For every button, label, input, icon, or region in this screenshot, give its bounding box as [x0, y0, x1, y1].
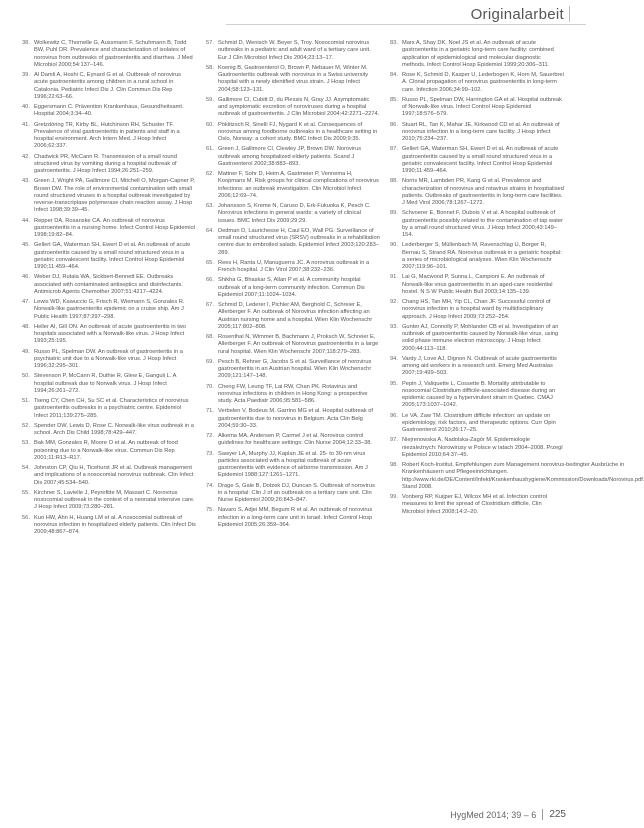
reference-item [22, 72, 196, 101]
reference-item [22, 398, 196, 420]
reference-item [22, 440, 196, 462]
reference-number: 65. [206, 259, 214, 266]
reference-text: Mattner F, Sohr D, Heim A, Gastmeier P, Vennema H, Koopmans M. Risk groups for clinical complications of norovirus infections: an outbreak investigation. Clin Microbiol Infect 2006;12:69–74. [218, 171, 379, 199]
reference-item [206, 40, 380, 62]
reference-item [206, 171, 380, 200]
reference-item [390, 494, 564, 516]
reference-number: 64. [206, 227, 214, 234]
reference-number: 99. [390, 494, 398, 500]
reference-item [206, 122, 380, 144]
reference-item [22, 218, 196, 240]
reference-number: 97. [390, 437, 398, 444]
reference-number: 74. [206, 482, 214, 489]
reference-number: 87. [390, 146, 398, 153]
reference-item [206, 260, 380, 275]
reference-item [206, 277, 380, 299]
reference-item [206, 65, 380, 94]
reference-text: Al Damli A, Hoshi C, Eynard G et al. Outbreak of norovirus acute gastroenteritis among children in a rural school in Catalonia. Pediatric Infect Dis J. Clin Commun Dis Rep 1996;22:63–66. [34, 72, 181, 100]
reference-item [390, 146, 564, 175]
reference-number: 52. [22, 422, 30, 429]
reference-item [22, 423, 196, 438]
reference-number: 60. [206, 121, 214, 128]
reference-item [390, 178, 564, 207]
reference-number: 47. [22, 299, 30, 305]
reference-text: Gellert GA, Waterman SH, Ewert D et al. An outbreak of acute gastroenteritis caused by a small round structured virus in a geriatric convalescent facility. Infect Control Hosp Epidemiol 1990;11:459–464. [34, 242, 191, 270]
reference-number: 63. [206, 203, 214, 209]
reference-text: Schmid D, Lederer I, Pichler AM, Berghold C, Schreier E, Allerberger F. An outbreak of Norovirus infection affecting an Austrian nursing home and a hospital. Wien Klin Wochenschr 2005;117:802–808. [218, 302, 373, 330]
section-title: Originalarbeit [470, 6, 564, 23]
reference-text: Rosenthal N, Wimmer B, Bachmann J, Proksch W, Schreier E, Allerberger F. An outbreak of Norovirus gastroenteritis in a large rural hospital. Wien Klin Wochenschr 2007;118:279–283. [218, 334, 379, 355]
reference-number: 84. [390, 72, 398, 78]
reference-text: Gretzdöring TR, Kirby BL, Hutchinson RH, Schuster TF. Prevalence of viral gastroenteritis in patients and staff in a hospital environment. Arch Intern Med. J Hosp Infect 2006;62:337. [34, 121, 180, 150]
reference-text: Lai G, Macwood P, Sunna L, Campioni E. An outbreak of Norwalk-like virus gastroenteritis in an aged-care residential hostel. N S W Public Health Bull 2003;14:135–139. [402, 274, 553, 295]
reference-text: Dedman D, Laurichesse H, Caul EO, Wall PG. Surveillance of small round structured virus (SRSV) outbreaks in a rehabilitation centre due to embroiled salads. Epidemiol Infect 2003;120:283–289. [218, 227, 380, 256]
reference-number: 39. [22, 72, 30, 78]
reference-number: 50. [22, 373, 30, 380]
header-tick [569, 6, 570, 22]
reference-item [206, 203, 380, 225]
reference-text: Spender DW, Lewis D, Rose C. Norwalk-like virus outbreak in a school. Arch Dis Child 1998;78:429–447. [34, 422, 194, 436]
reference-text: Shikha G, Bhaskar S, Allan P et al. A community hospital outbreak of a long-term community infection. Commun Dis Epidemiol 2007;11:1024–1034. [218, 277, 365, 298]
reference-number: 90. [390, 242, 398, 249]
reference-text: Weber DJ, Rutala WA, Sickbert-Bennett EE. Outbreaks associated with contaminated antiseptics and disinfectants. Antimicrob Agents Chemother 2007;51:4217–4224. [34, 274, 183, 295]
reference-item [22, 178, 196, 214]
reference-item [22, 515, 196, 537]
reference-text: Pöklitzsch R, Sinelli FJ, Nygard K et al. Consequences of norovirus among foodborne outbreaks in a healthcare setting in Oslo, Norway: a cohort study. BMC Infect Dis 2009;9:35. [218, 121, 378, 142]
reference-text: Rose K, Schmid D, Kasper U, Lederbogen K, Horn M, Sauerbrei A. Clonal propagation of norovirus gastroenteritis in long-term care. Infection 2006;34:99–102. [402, 72, 564, 93]
reference-number: 55. [22, 489, 30, 496]
reference-text: Lederberger S, Müllenbach M, Ravenschlag U, Borger R, Bernau S, Strand RA. Norovirus outbreak in a geriatric hospital: a series of microbiological analyses. Wien Klin Wochenschr 2007;119:96–101. [402, 242, 562, 270]
reference-item [206, 334, 380, 356]
reference-number: 51. [22, 398, 30, 404]
reference-number: 88. [390, 178, 398, 185]
reference-text: Rees H, Ranta U, Manuguerra JC. A norovirus outbreak in a French hospital. J Clin Virol 2007;38:232–236. [218, 259, 370, 273]
reference-number: 38. [22, 40, 30, 46]
header-rule [226, 24, 586, 25]
reference-item [22, 373, 196, 395]
reference-text: Verbelen V, Bodeus M, Garrino MG et al. Hospital outbreak of gastroenteritis due to norovirus in Belgium. Acta Clin Belg 2004;59:30–33. [218, 408, 374, 429]
reference-item [22, 122, 196, 151]
reference-item [22, 465, 196, 487]
reference-item [22, 349, 196, 371]
reference-number: 73. [206, 450, 214, 457]
reference-number: 42. [22, 153, 30, 160]
reference-text: Repper DA, Rosanske CA. An outbreak of norovirus gastroenteritis in a nursing home. Infect Control Hosp Epidemiol 1998;19:82–84. [34, 217, 195, 238]
reference-item [22, 299, 196, 321]
reference-item [390, 299, 564, 321]
reference-item [22, 274, 196, 296]
reference-item [390, 210, 564, 239]
reference-item [390, 242, 564, 271]
reference-number: 57. [206, 40, 214, 46]
reference-text: Marx A, Shay DK, Noel JS et al. An outbreak of acute gastroenteritis in a geriatric long-term care facility: combined application of epidemiological and molecular diagnostic methods. Infect Control Hosp Epidemiol 1999;20:306–311. [402, 40, 554, 68]
reference-item [22, 154, 196, 176]
reference-number: 46. [22, 274, 30, 281]
reference-item [390, 413, 564, 435]
reference-number: 44. [22, 217, 30, 224]
reference-number: 72. [206, 433, 214, 439]
reference-number: 61. [206, 146, 214, 153]
reference-item [390, 97, 564, 119]
reference-number: 89. [390, 210, 398, 217]
reference-number: 75. [206, 507, 214, 514]
reference-text: Alkema MA, Andersen P, Carmel J et al. Norovirus control guidelines for healthcare settings: Clin Nurse 2004;12:33–38. [218, 433, 372, 447]
reference-text: Lewis WD, Kawuccio G, Frisch R, Wiemann S, Gonzales R. Norwalk-like gastroenteritis epidemic on a cruise ship. Am J Public Health 1997;87:297–298. [34, 299, 185, 320]
reference-text: Niejrenowska A, Nadolska-Zagór M. Epidemiologie niezależnych: Norowirusy w Polsce w latach 2004–2008. Przegl Epidemiol 2010;64:37–45. [402, 437, 563, 458]
reference-number: 40. [22, 104, 30, 110]
reference-number: 67. [206, 302, 214, 308]
page-header [0, 0, 586, 30]
reference-number: 56. [22, 514, 30, 521]
reference-text: Eggersmann C. Prävention Krankenhaus, Gesundheitsamt. Hospital 2004;3:34–40. [34, 104, 184, 118]
reference-number: 59. [206, 96, 214, 103]
reference-number: 68. [206, 334, 214, 340]
reference-number: 66. [206, 277, 214, 284]
reference-item [22, 324, 196, 346]
reference-item [206, 507, 380, 529]
reference-text: Cheng FW, Leung TF, Lai RW, Chan PK. Rotavirus and norovirus infections in children in Hong Kong: a prospective study. Acta Paediatr 2006;95:581–586. [218, 383, 368, 404]
reference-text: Gallimore CI, Cubitt D, du Plessis N, Gray JJ. Asymptomatic and symptomatic excretion of noroviruses during a hospital outbreak of gastroenteritis. J Clin Microbiol 2004;42:2271–2274. [218, 96, 380, 118]
reference-item [22, 40, 196, 69]
reference-text: Johnston CP, Qiu H, Ticehurst JR et al. Outbreak management and implications of a nosocomial norovirus outbreak. Clin Infect Dis 2007;45:534–540. [34, 465, 194, 486]
page-footer [450, 809, 566, 820]
reference-number: 94. [390, 355, 398, 362]
reference-number: 71. [206, 408, 214, 415]
reference-number: 54. [22, 465, 30, 471]
reference-number: 45. [22, 242, 30, 249]
footer-separator [542, 809, 543, 820]
reference-item [206, 433, 380, 448]
reference-number: 85. [390, 96, 398, 103]
reference-text: Norris MR, Lambden PR, Kang G et al. Prevalence and characterization of norovirus and rotavirus strains in hospitalised patients. Outbreaks of gastroenteritis in long-term care facilities. J Med Virol 2006;78:1267–1272. [402, 178, 564, 206]
reference-number: 48. [22, 323, 30, 330]
reference-item [390, 381, 564, 410]
reference-text: Navaro S, Adjei MM, Begum R et al. An outbreak of norovirus infection in a long-term care unit in Israel. Infect Control Hosp Epidemiol 2005;26:359–364. [218, 507, 373, 528]
reference-item [390, 72, 564, 94]
reference-text: Bak MM, Gonzales R, Moore O et al. An outbreak of food poisoning due to a Norwalk-like virus. Commun Dis Rep 2001;11:R13–R17. [34, 440, 178, 461]
reference-text: Tseng CY, Chen CH, Su SC et al. Characteristics of norovirus gastroenteritis outbreaks in a psychiatric centre. Epidemiol Infect 2011;139:275–285. [34, 398, 189, 419]
reference-number: 62. [206, 171, 214, 177]
reference-number: 95. [390, 380, 398, 387]
reference-number: 70. [206, 383, 214, 390]
reference-item [390, 324, 564, 353]
reference-number: 49. [22, 348, 30, 355]
reference-item [22, 104, 196, 119]
reference-number: 58. [206, 64, 214, 71]
reference-text: Le VA, Zaw TM. Clostridium difficile infection: an update on epidemiology, risk factors, and therapeutic options. Curr Opin Gastroenterol 2010;26:17–25. [402, 412, 556, 433]
reference-item [390, 274, 564, 296]
reference-item [206, 408, 380, 430]
reference-text: Russo PL, Spelman DW. An outbreak of gastroenteritis in a psychiatric unit due to a Norwalk-like virus. J Hosp Infect 1996;32:295–301. [34, 348, 183, 369]
reference-text: Vonberg RP, Kuijper EJ, Wilcox MH et al. Infection control measures to limit the spread of Clostridium difficile. Clin Microbiol Infect 2008;14:2–20. [402, 494, 547, 515]
reference-item [206, 384, 380, 406]
reference-item [206, 97, 380, 119]
reference-number: 93. [390, 323, 398, 330]
reference-text: Pepin J, Valiquette L, Cossette B. Mortality attributable to nosocomial Clostridium difficile-associated disease during an epidemic caused by a hypervirulent strain in Quebec. CMAJ 2005;173:1037–1042. [402, 380, 556, 409]
reference-text: Kuo HW, Ahn H, Huang LM et al. A nosocomial outbreak of norovirus infection in hospitalized elderly patients. Clin Infect Dis 2009;48:867–874. [34, 514, 196, 535]
reference-text: Stevenson P, McCann R, Duthie R, Glew E, Ganguli L. A hospital outbreak due to Norwalk virus. J Hosp Infect 1994;26:261–272. [34, 373, 177, 394]
reference-text: Green J, Gallimore CI, Clewley JP, Brown DW. Norovirus outbreak among hospitalized elderly patients. Scand J Gastroenterol 2002;38:883–893. [218, 146, 362, 167]
reference-number: 43. [22, 178, 30, 185]
reference-item [22, 242, 196, 271]
reference-column-1 [22, 40, 196, 792]
reference-text: Schmid D, Wenisch W, Beyer S, Troy. Nosocomial norovirus outbreaks in a pediatric and adult ward of a tertiary care unit. Eur J Clin Microbiol Infect Dis 2004;23:13–17. [218, 40, 371, 61]
reference-number: 41. [22, 121, 30, 128]
reference-text: Green J, Wright PA, Gallimore CI, Mitchell O, Morgan-Capner P, Brown DW. The role of environmental contamination with small round structured viruses in a hospital outbreak investigated by reverse-transcriptase polymerase chain reaction assay. J Hosp Infect 1998;39:39–45. [34, 178, 195, 214]
reference-text: Heller AI, Gill ON. An outbreak of acute gastroenteritis in two hospitals associated with a Norwalk-like virus. J Hosp Infect 1993;25:195. [34, 323, 187, 345]
reference-number: 83. [390, 40, 398, 46]
reference-number: 96. [390, 412, 398, 419]
reference-number: 92. [390, 299, 398, 305]
reference-item [390, 356, 564, 378]
reference-column-2 [206, 40, 380, 792]
reference-text: Wolkewitz C, Thornelle G, Aussmann F, Schuhmann B, Todd BW, Puhl DR. Prevalence and characterization of isolates of norovirus from outbreaks of gastroenteritis and diarrhea. J Med Microbiol 2000;54:137–146. [34, 40, 193, 68]
reference-text: Chadwick PR, McCann R. Transmission of a small round structured virus by vomiting during a hospital outbreak of gastroenteritis. J Hosp Infect 1994;26:251–259. [34, 153, 177, 174]
reference-text: Gunter AJ, Connolly P, Mohlander CB et al. Investigation of an outbreak of gastroenteritis caused by Norwalk-like virus, using solid phase immune electron microscopy. J Hosp Infect 2000;44:113–118. [402, 323, 559, 352]
reference-text: Schvoerer E, Bonnet F, Dubois V et al. A hospital outbreak of gastroenteritis possibly related to the contamination of tap water by a small round structured virus. J Hosp Infect 2000;43:149–154. [402, 210, 563, 238]
reference-text: Kirchner S, Lavielle J, Peyrefitte M, Massart C. Norovirus nosocomial outbreak in the context of a neonatal intensive care. J Hosp Infect 2009;73:280–281. [34, 489, 195, 511]
reference-text: Pesch B, Rehner G, Jacobs S et al. Surveillance of norovirus gastroenteritis in an Austrian hospital. Wien Klin Wochenschr 2009;121:147–148. [218, 358, 372, 380]
reference-column-3 [390, 40, 644, 792]
reference-text: Chang HS, Tan MH, Yip CL, Chan JF. Successful control of norovirus infection in a hospital ward by multidisciplinary approach. J Hosp Infect 2009;73:252–254. [402, 299, 551, 320]
reference-text: Stuart RL, Tan K, Mahar JE, Kirkwood CD et al. An outbreak of norovirus infection in a long-term care facility. J Hosp Infect 2010;75:234–237. [402, 121, 560, 142]
reference-text: Koenig B, Gastroenterol O, Brown P, Nebauer M, Winter M. Gastroenteritis outbreak with norovirus in a Swiss university hospital with a newly identified virus strain. J Hosp Infect 2004;58:123–131. [218, 64, 369, 93]
reference-text: Vardy J, Love AJ, Dignon N. Outbreak of acute gastroenteritis among aid workers in a research unit. Emerg Med Australas 2007;19:499–503. [402, 355, 557, 377]
reference-item [206, 359, 380, 381]
reference-item [206, 483, 380, 505]
reference-item [22, 490, 196, 512]
reference-text: Johansson S, Kreme N, Caruso D, Erk-Fukuoka K, Pesch C. Norovirus infections in general wards: a variety of clinical issues. BMC Infect Dis 2009;29:29. [218, 203, 371, 224]
reference-item [390, 40, 564, 69]
reference-number: 86. [390, 121, 398, 128]
reference-item [206, 451, 380, 480]
reference-number: 98. [390, 462, 398, 468]
reference-text: Russo PL, Spelman DW, Harrington GA et al. Hospital outbreak of Norwalk-like virus. Infect Control Hosp Epidemiol 1997;18:576–579. [402, 96, 562, 118]
reference-text: Gellert GA, Waterman SH, Ewert D et al. An outbreak of acute gastroenteritis caused by a small round structured virus in a geriatric convalescent facility. Infect Control Hosp Epidemiol 1990;11:459–464. [402, 146, 559, 174]
reference-item [206, 302, 380, 331]
reference-item [206, 228, 380, 257]
reference-text: Sawyer LA, Murphy JJ, Kaplan JE et al. 25- to 30-nm virus particles associated with a hospital outbreak of acute gastroenteritis with evidence of airborne transmission. Am J Epidemiol 1988;127:1261–1271. [218, 450, 368, 479]
reference-item [390, 437, 564, 459]
page-number: 225 [549, 809, 566, 820]
reference-text: Drage S, Gale B, Dotzek DJ, Duncan S. Outbreak of norovirus in a hospital: Clin J of an outbreak on a tertiary care unit. Clin Nurse Epidemiol 2009;26:843–847. [218, 482, 375, 503]
reference-columns [22, 40, 644, 792]
reference-number: 69. [206, 358, 214, 365]
journal-citation: HygMed 2014; 39 – 6 [450, 809, 537, 820]
reference-text: Robert Koch-Institut. Empfehlungen zum Management norovirus-bedingter Ausbrüche in Krankenhäusern und Pflegeeinrichtungen. http://www.rki.de/DE/Content/Infekt/Krankenhaushygiene/Kommission/Downloads/Norovirus.pdf. Stand 2008. [402, 462, 644, 490]
reference-item [206, 146, 380, 168]
reference-item [390, 462, 644, 491]
reference-number: 91. [390, 274, 398, 281]
reference-number: 53. [22, 440, 30, 447]
reference-item [390, 122, 564, 144]
